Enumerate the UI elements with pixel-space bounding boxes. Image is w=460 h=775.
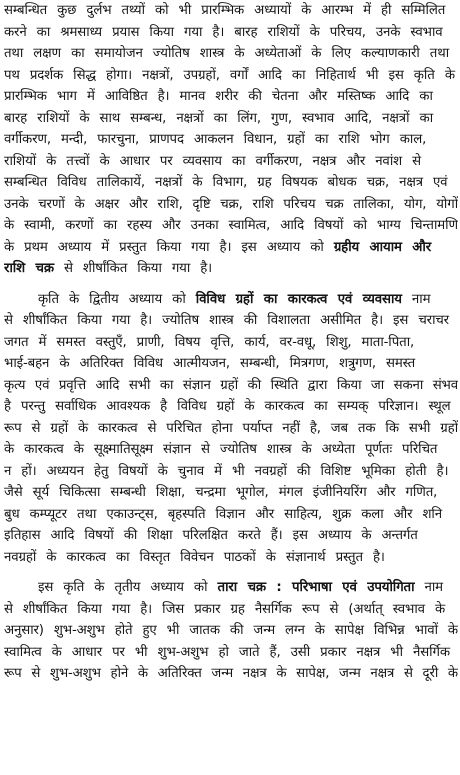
bold-text: राशि चक्र [4,261,54,276]
text-run: अनुसार) शुभ-अशुभ होते हुए भी जातक की जन्म लग्न के सापेक्ष विभिन्न भावों के [4,623,458,638]
text-line [4,332,458,354]
text-run: के स्वामी, करणों का रहस्य और उनका स्वामित्व, आदि विषयों को भाग्य चिन्तामणि [4,218,458,233]
text-line [4,504,458,526]
text-run: नाम [401,291,431,307]
text-line [4,129,458,151]
bold-text: ग्रहीय आयाम और [333,239,432,255]
paragraph-gap [4,280,458,289]
text-run: सम्बन्धित कुछ दुर्लभ तथ्यों को भी प्रारम्भिक अध्यायों के आरम्भ में ही सम्मिलित [4,3,446,18]
text-run: जगत में समस्त वस्तुएँ, प्राणी, विषय वृत्ति, कार्य, वर-वधू, शिशु, माता-पिता, [4,334,415,350]
paragraph [4,0,458,280]
text-line [4,289,458,311]
text-line [4,310,458,332]
text-run: है परन्तु सर्वाधिक आवश्यक है विविध ग्रहों के कारकत्व का सम्यक् परिज्ञान। स्थूल [4,399,451,414]
text-line [4,43,458,65]
paragraph [4,289,458,569]
text-line [4,525,458,547]
paragraph [4,577,458,685]
text-line [4,375,458,397]
text-run: से शीर्षांकित किया गया है। [53,261,213,276]
text-run: स्वामित्व के आधार पर भी शुभ-अशुभ हो जाते हैं, उसी प्रकार नक्षत्र भी नैसर्गिक [4,644,450,660]
text-line [4,0,458,22]
text-line [4,461,458,483]
bold-text: तारा चक्र : परिभाषा एवं उपयोगिता [217,580,415,595]
text-line [4,108,458,130]
text-line [4,396,458,418]
text-run: न हों। अध्ययन हेतु विषयों के चुनाव में भी नवग्रहों की विशिष्ट भूमिका होती है। [4,463,449,479]
text-line [4,353,458,375]
text-line [4,620,458,642]
text-line [4,599,458,621]
text-run: वर्गीकरण, मन्दी, फारचुना, प्राणपद आकलन विधान, ग्रहों का राशि भोग काल, [4,132,427,147]
text-line [4,22,458,44]
text-run: सम्बन्धित विविध तालिकायें, नक्षत्रों के विभाग, ग्रह विषयक बोधक चक्र, नक्षत्र एवं [4,175,448,190]
text-run: बुध कम्प्यूटर तथा एकाउन्ट्स, बृहस्पति विज्ञान और साहित्य, शुक्र कला और शनि [4,506,443,522]
text-run: रूप से शुभ-अशुभ होने के अतिरिक्त जन्म नक्षत्र के सापेक्ष, जन्म नक्षत्र से दूरी के [4,666,458,681]
text-run: करने का श्रमसाध्य प्रयास किया गया है। बारह राशियों के परिचय, उनके स्वभाव [4,24,443,40]
text-line [4,172,458,194]
text-line [4,151,458,173]
text-run: प्रारम्भिक भाग में आविष्ठित है। मानव शरीर की चेतना और मस्तिष्क आदि का [4,89,433,104]
text-line [4,237,458,259]
text-run: उनके चरणों के अक्षर और राशि, दृष्टि चक्र, राशि परिचय चक्र तालिका, योग, योगों [4,196,458,212]
text-run: इस कृति के तृतीय अध्याय को [38,580,218,595]
text-line [4,663,458,685]
text-run: के कारकत्व के सूक्ष्मातिसूक्ष्म संज्ञान से ज्योतिष शास्त्र के अध्येता पूर्णतः परिचित [4,442,438,457]
text-run: तथा लक्षण का समायोजन ज्योतिष शास्त्र के अध्येताओं के लिए कल्याणकारी तथा [4,46,450,61]
text-run: के प्रथम अध्याय में प्रस्तुत किया गया है। इस अध्याय को [4,239,334,255]
text-run: से शीर्षांकित किया गया है। जिस प्रकार ग्रह नैसर्गिक रूप से (अर्थात् स्वभाव के [4,601,446,617]
text-line [4,577,458,599]
text-line [4,547,458,569]
text-run: बारह राशियों के साथ सम्बन्ध, नक्षत्रों का लिंग, गुण, स्वभाव आदि, नक्षत्रों का [4,110,433,126]
text-line [4,215,458,237]
document-page [4,0,458,775]
text-run: रूप से ग्रहों के कारकत्व से परिचित होना पर्याप्त नहीं है, जब तक कि सभी ग्रहों [4,420,458,436]
text-line [4,86,458,108]
text-run: पथ प्रदर्शक सिद्ध होगा। नक्षत्रों, उपग्रहों, वर्गों आदि का निहितार्थ भी इस कृति के [4,67,455,83]
text-line [4,194,458,216]
text-run: इतिहास आदि विषयों की शिक्षा परिलक्षित करते हैं। इस अध्याय के अन्तर्गत [4,528,418,543]
paragraph-gap [4,568,458,577]
text-run: से शीर्षांकित किया गया है। ज्योतिष शास्त्र की विशालता असीमित है। इस चराचर [4,313,449,328]
text-run: नवग्रहों के कारकत्व का विस्तृत विवेचन पाठकों के संज्ञानार्थ प्रस्तुत है। [4,549,385,565]
text-run: राशियों के तत्त्वों के आधार पर व्यवसाय का वर्गीकरण, नक्षत्र और नवांश से [4,153,421,169]
text-run: भाई-बहन के अतिरिक्त विविध आत्मीयजन, सम्बन्धी, मित्रगण, शत्रुगण, समस्त [4,356,416,371]
text-line [4,258,458,280]
text-line [4,439,458,461]
text-line [4,418,458,440]
text-run: कृति के द्वितीय अध्याय को [38,291,196,307]
text-line [4,482,458,504]
text-line [4,65,458,87]
text-run: नाम [414,580,443,595]
text-run: जैसे सूर्य चिकित्सा सम्बन्धी शिक्षा, चन्द्रमा भूगोल, मंगल इंजीनियरिंग और गणित, [4,485,438,500]
text-line [4,642,458,664]
text-run: कृत्य एवं प्रवृत्ति आदि सभी का संज्ञान ग्रहों की स्थिति द्वारा किया जा सकना संभव [4,377,458,393]
bold-text: विविध ग्रहों का कारकत्व एवं व्यवसाय [195,291,402,307]
